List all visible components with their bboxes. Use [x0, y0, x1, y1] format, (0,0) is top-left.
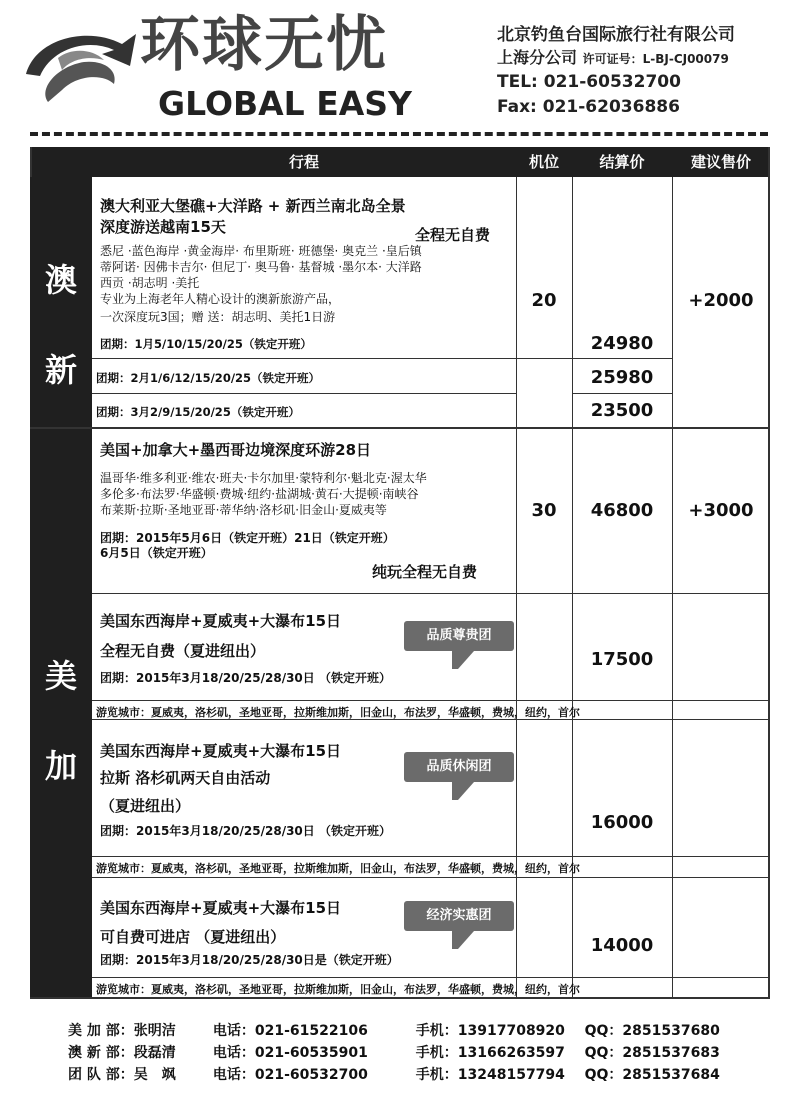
section-label-char-1: 美	[44, 657, 77, 695]
aus-price-2: 25980	[590, 367, 654, 388]
aus-cities-1: 悉尼 ·蓝色海岸 ·黄金海岸· 布里斯班· 班德堡· 奥克兰 ·皇后镇	[100, 244, 422, 258]
aus-price-1: 24980	[590, 333, 654, 354]
us-tour3-dates: 团期：2015年3月18/20/25/28/30日 （铁定开班）	[100, 824, 391, 838]
us-tour3-badge: 品质休闲团	[404, 752, 514, 782]
aus-cities-2: 蒂阿诺· 因佛卡吉尔· 但尼丁· 奥马鲁· 基督城 ·墨尔本· 大洋路	[100, 260, 422, 274]
us-tour1-cities-1: 温哥华·维多利亚·维农·班夫·卡尔加里·蒙特利尔·魁北克·渥太华	[100, 471, 427, 485]
contact-mobile: 手机：13166263597	[415, 1045, 565, 1061]
us-tour1-cities-2: 多伦多·布法罗·华盛顿·费城·纽约·盐湖城·黄石·大提顿·南峡谷	[100, 487, 419, 501]
us-tour1-price: 46800	[590, 500, 654, 521]
aus-row-div-1	[92, 358, 672, 359]
aus-price-3: 23500	[590, 400, 654, 421]
contact-tel: 电话：021-60532700	[212, 1067, 368, 1083]
badge-tail-icon	[452, 931, 474, 949]
company-fax: Fax: 021-62036886	[497, 97, 680, 117]
aus-seats: 20	[531, 290, 557, 311]
badge-tail-icon	[452, 782, 474, 800]
header-route: 行程	[288, 153, 319, 171]
branch-name: 上海分公司	[497, 48, 578, 67]
us-tour4-price: 14000	[590, 935, 654, 956]
contact-dept: 美 加 部：张明洁	[68, 1023, 176, 1039]
aus-row-div-2	[92, 393, 517, 394]
contact-row	[68, 1042, 720, 1062]
brand-name-en: GLOBAL EASY	[158, 84, 412, 123]
us-tour3-cities: 游览城市：夏威夷，洛杉矶，圣地亚哥，拉斯维加斯，旧金山，布法罗，华盛顿，费城，纽约，首尔	[96, 862, 580, 875]
aus-tour-title-2: 深度游送越南15天	[100, 218, 226, 236]
us-row-div-4	[92, 856, 770, 857]
us-tour2-price: 17500	[590, 649, 654, 670]
section-label-aus-nz	[30, 177, 92, 427]
header-settle-price: 结算价	[599, 153, 645, 171]
contact-dept: 团 队 部：吴 飒	[68, 1067, 176, 1083]
us-tour3-price: 16000	[590, 812, 654, 833]
us-tour1-dates-1: 团期：2015年5月6日（铁定开班）21日（铁定开班）	[100, 531, 395, 545]
us-tour1-cities-3: 布莱斯·拉斯·圣地亚哥·蒂华纳·洛杉矶·旧金山·夏威夷等	[100, 503, 387, 517]
us-tour2-title-2: 全程无自费（夏进纽出）	[100, 642, 266, 660]
brand-logo-icon	[18, 18, 144, 108]
contact-mobile: 手机：13917708920	[415, 1023, 565, 1039]
contact-tel: 电话：021-60535901	[212, 1045, 368, 1061]
us-row-div-5	[92, 877, 770, 878]
header-retail-price: 建议售价	[690, 153, 751, 171]
aus-cities-3: 西贡 ·胡志明 ·美托	[100, 276, 200, 290]
us-tour1-dates-2: 6月5日（铁定开班）	[100, 546, 213, 560]
company-name: 北京钓鱼台国际旅行社有限公司	[497, 25, 735, 45]
us-tour4-cities: 游览城市：夏威夷，洛杉矶，圣地亚哥，拉斯维加斯，旧金山，布法罗，华盛顿，费城，纽约，首尔	[96, 983, 580, 996]
us-tour2-cities: 游览城市：夏威夷，洛杉矶，圣地亚哥，拉斯维加斯，旧金山，布法罗，华盛顿，费城，纽约，首尔	[96, 706, 580, 719]
contact-qq: QQ：2851537683	[584, 1045, 720, 1061]
section-label-char-2: 加	[44, 747, 77, 785]
us-tour1-tag: 纯玩全程无自费	[372, 563, 478, 581]
us-tour4-badge: 经济实惠团	[404, 901, 514, 931]
us-tour1-retail: +3000	[688, 500, 754, 521]
us-tour4-dates: 团期：2015年3月18/20/25/28/30日是（铁定开班）	[100, 953, 399, 967]
us-tour3-title-3: （夏进纽出）	[100, 797, 191, 815]
us-tour2-badge: 品质尊贵团	[404, 621, 514, 651]
aus-group-dates-1: 团期：1月5/10/15/20/25（铁定开班）	[100, 337, 312, 351]
header-seats: 机位	[528, 153, 559, 171]
aus-desc-1: 专业为上海老年人精心设计的澳新旅游产品，	[100, 292, 341, 306]
frame-bottom	[30, 997, 770, 999]
us-tour2-title-1: 美国东西海岸+夏威夷+大瀑布15日	[100, 612, 342, 630]
us-tour1-title: 美国+加拿大+墨西哥边境深度环游28日	[100, 441, 372, 459]
badge-tail-icon	[452, 651, 474, 669]
contact-tel: 电话：021-61522106	[212, 1023, 368, 1039]
frame-right	[768, 147, 770, 998]
us-tour3-title-1: 美国东西海岸+夏威夷+大瀑布15日	[100, 742, 342, 760]
contact-qq: QQ：2851537684	[584, 1067, 720, 1083]
aus-desc-2: 一次深度玩3国；赠 送：胡志明、美托1日游	[100, 310, 336, 324]
us-row-div-6	[92, 977, 770, 978]
us-row-div-1	[92, 593, 770, 594]
us-tour2-dates: 团期：2015年3月18/20/25/28/30日 （铁定开班）	[100, 671, 391, 685]
brand-name-cn: 环球无忧	[140, 10, 388, 80]
aus-group-dates-3: 团期：3月2/9/15/20/25（铁定开班）	[96, 405, 300, 419]
aus-retail: +2000	[688, 290, 754, 311]
company-branch	[497, 45, 729, 68]
header-divider	[30, 132, 768, 136]
section-label-char-2: 新	[44, 351, 77, 389]
contact-dept: 澳 新 部：段磊清	[68, 1045, 176, 1061]
aus-group-dates-2: 团期：2月1/6/12/15/20/25（铁定开班）	[96, 371, 321, 385]
us-tour4-title-2: 可自费可进店 （夏进纽出）	[100, 928, 286, 946]
us-row-div-3	[92, 719, 770, 720]
license-number: 许可证号：L-BJ-CJ00079	[582, 52, 729, 66]
frame-aus-bottom	[30, 427, 770, 429]
aus-tour-title-1: 澳大利亚大堡礁+大洋路 + 新西兰南北岛全景	[100, 197, 406, 215]
aus-price-div-2	[572, 393, 672, 394]
contact-qq: QQ：2851537680	[584, 1023, 720, 1039]
section-label-char-1: 澳	[44, 261, 77, 299]
aus-tour-tag: 全程无自费	[415, 226, 491, 244]
contact-row	[68, 1020, 720, 1040]
us-tour1-seats: 30	[531, 500, 557, 521]
company-tel: TEL: 021-60532700	[497, 72, 681, 92]
contact-row	[68, 1064, 720, 1084]
contact-mobile: 手机：13248157794	[415, 1067, 565, 1083]
us-tour4-title-1: 美国东西海岸+夏威夷+大瀑布15日	[100, 899, 342, 917]
us-row-div-2	[92, 700, 770, 701]
us-tour3-title-2: 拉斯 洛杉矶两天自由活动	[100, 769, 271, 787]
section-label-us-ca	[30, 429, 92, 997]
